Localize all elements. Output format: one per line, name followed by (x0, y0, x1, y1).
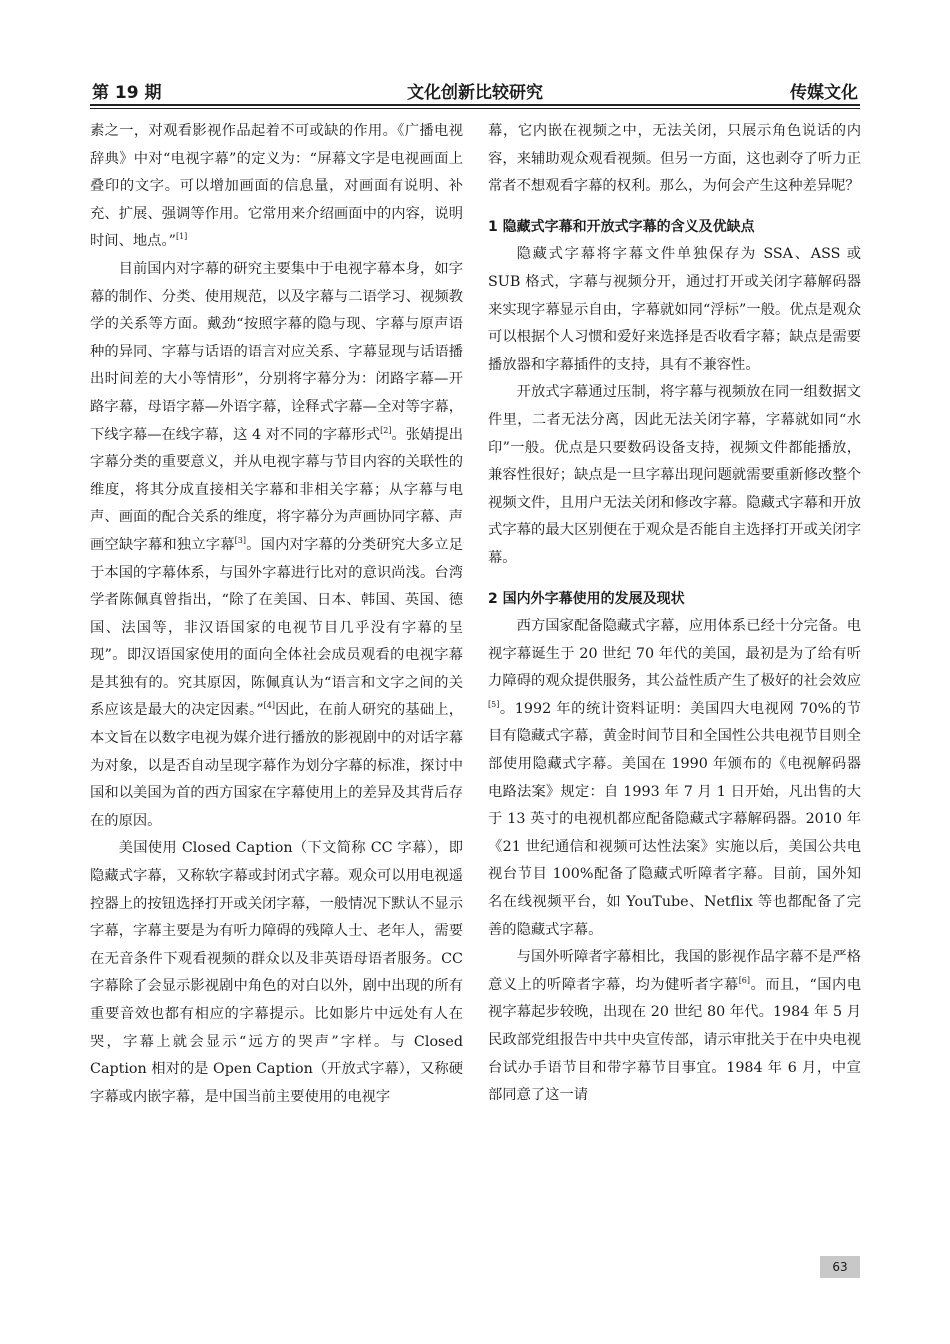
left-column (90, 118, 463, 1111)
citation-ref: [3] (234, 536, 247, 546)
section-title: 传媒文化 (790, 83, 858, 103)
header-rule-thin (90, 108, 860, 109)
paragraph (90, 835, 463, 1111)
running-header (90, 72, 860, 106)
text-run: 与国外听障者字幕相比，我国的影视作品字幕不是严格意义上的听障者字幕，均为健听者字幕 (488, 949, 861, 993)
journal-title: 文化创新比较研究 (407, 83, 543, 103)
paragraph (488, 944, 861, 1110)
text-run: 。1992 年的统计资料证明：美国四大电视网 70%的节目有隐藏式字幕，黄金时间节目和全国性公共电视节目则全部使用隐藏式字幕。美国在 1990 年颁布的《电视解码器电路法案》规定：自 1993 年 7 月 1 日开始，凡出售的大于 13 英寸的电视机都应配备隐藏式字幕解码器。2010 年《21 世纪通信和视频可达性法案》实施以后，美国公共电视台节目 100%配备了隐藏式听障者字幕。目前，国外知名在线视频平台，如 YouTube、Netflix 等也都配备了完善的隐藏式字幕。 (488, 700, 861, 938)
text-run: 美国使用 Closed Caption（下文简称 CC 字幕），即隐藏式字幕，又称软字幕或封闭式字幕。观众可以用电视遥控器上的按钮选择打开或关闭字幕，一般情况下默认不显示字幕，字幕主要是为有听力障碍的残障人士、老年人，需要在无音条件下观看视频的群众以及非英语母语者服务。CC 字幕除了会显示影视剧中角色的对白以外，剧中出现的所有重要音效也都有相应的字幕提示。比如影片中远处有人在哭，字幕上就会显示“远方的哭声”字样。与 Closed Caption 相对的是 Open Caption（开放式字幕），又称硬字幕或内嵌字幕，是中国当前主要使用的电视字 (90, 840, 463, 1105)
issue-number: 第 19 期 (92, 83, 162, 103)
page-number: 63 (820, 1256, 860, 1278)
paragraph (90, 256, 463, 835)
header-rule-thick (90, 104, 860, 106)
text-run: 。而且，“国内电视字幕起步较晚，出现在 20 世纪 80 年代。1984 年 5 月民政部党组报告中共中央宣传部，请示审批关于在中央电视台试办手语节目和带字幕节目事宜。1984 年 6 月，中宣部同意了这一请 (488, 976, 862, 1104)
citation-ref: [5] (488, 700, 500, 710)
text-run: 。国内对字幕的分类研究大多立足于本国的字幕体系，与国外字幕进行比对的意识尚浅。台湾学者陈佩真曾指出，“除了在美国、日本、韩国、英国、德国、法国等，非汉语国家的电视节目几乎没有字幕的呈现”。即汉语国家使用的面向全体社会成员观看的电视字幕是其独有的。究其原因，陈佩真认为“语言和文字之间的关系应该是最大的决定因素。” (90, 536, 464, 719)
right-column (488, 118, 861, 1110)
citation-ref: [1] (175, 232, 188, 242)
text-run: 西方国家配备隐藏式字幕，应用体系已经十分完备。电视字幕诞生于 20 世纪 70 年代的美国，最初是为了给有听力障碍的观众提供服务，其公益性质产生了极好的社会效应 (488, 618, 861, 690)
citation-ref: [4] (263, 701, 276, 711)
paragraph: 开放式字幕通过压制，将字幕与视频放在同一组数据文件里，二者无法分离，因此无法关闭字幕，字幕就如同“水印”一般。优点是只要数码设备支持，视频文件都能播放，兼容性很好；缺点是一旦字幕出现问题就需要重新修改整个视频文件，且用户无法关闭和修改字幕。隐藏式字幕和开放式字幕的最大区别便在于观众是否能自主选择打开或关闭字幕。 (488, 384, 861, 566)
paragraph (90, 118, 463, 256)
section-heading: 2 国内外字幕使用的发展及现状 (488, 590, 685, 607)
text-run: 目前国内对字幕的研究主要集中于电视字幕本身，如字幕的制作、分类、使用规范，以及字幕与二语学习、视频教学的关系等方面。戴劲“按照字幕的隐与现、字幕与原声语种的异同、字幕与话语的语言对应关系、字幕显现与话语播出时间差的大小等情形”，分别将字幕分为：闭路字幕—开路字幕，母语字幕—外语字幕，诠释式字幕—全对等字幕，下线字幕—在线字幕，这 4 对不同的字幕形式 (90, 260, 463, 443)
text-run: 。张婧提出字幕分类的重要意义，并从电视字幕与节目内容的关联性的维度，将其分成直接相关字幕和非相关字幕；从字幕与电声、画面的配合关系的维度，将字幕分为声画协同字幕、声画空缺字幕和独立字幕 (90, 426, 464, 553)
paragraph: 隐藏式字幕将字幕文件单独保存为 SSA、ASS 或 SUB 格式，字幕与视频分开，通过打开或关闭字幕解码器来实现字幕显示自由，字幕就如同“浮标”一般。优点是观众可以根据个人习惯和爱好来选择是否收看字幕；缺点是需要播放器和字幕插件的支持，具有不兼容性。 (488, 246, 861, 373)
section-heading: 1 隐藏式字幕和开放式字幕的含义及优缺点 (488, 218, 755, 235)
citation-ref: [2] (380, 425, 392, 435)
citation-ref: [6] (738, 976, 751, 986)
paragraph (488, 613, 861, 944)
paragraph: 幕，它内嵌在视频之中，无法关闭，只展示角色说话的内容，来辅助观众观看视频。但另一方面，这也剥夺了听力正常者不想观看字幕的权利。那么，为何会产生这种差异呢？ (488, 123, 861, 195)
text-run: 素之一，对观看影视作品起着不可或缺的作用。《广播电视辞典》中对“电视字幕”的定义为：“屏幕文字是电视画面上叠印的文字。可以增加画面的信息量，对画面有说明、补充、扩展、强调等作用。它常用来介绍画面中的内容，说明时间、地点。” (90, 123, 463, 250)
text-run: 因此，在前人研究的基础上，本文旨在以数字电视为媒介进行播放的影视剧中的对话字幕为对象，以是否自动呈现字幕作为划分字幕的标准，探讨中国和以美国为首的西方国家在字幕使用上的差异及其背后存在的原因。 (90, 702, 463, 829)
